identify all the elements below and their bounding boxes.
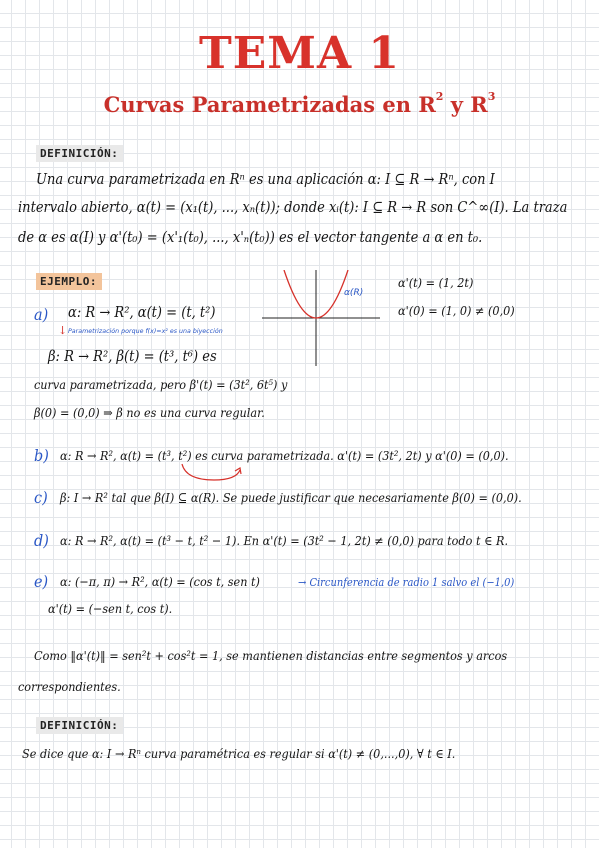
example-a-label: a) <box>34 305 49 324</box>
page-subtitle <box>0 92 599 117</box>
definition-tag: DEFINICIÓN: <box>36 145 123 162</box>
example-e-line-2: α'(t) = (−sen t, cos t). <box>48 601 173 616</box>
example-d-label: d) <box>34 531 49 550</box>
como-line-2: correspondientes. <box>18 679 121 694</box>
subtitle-superscript-2: 2 <box>435 90 444 103</box>
como-line-1: Como ‖α'(t)‖ = sen²t + cos²t = 1, se mantienen distancias entre segmentos y arcos <box>34 648 508 663</box>
red-down-arrow-icon: ↓ <box>58 324 68 337</box>
example-tag: EJEMPLO: <box>36 273 102 290</box>
example-c-label: c) <box>34 488 48 507</box>
subtitle-text: Curvas Parametrizadas en R <box>103 92 436 117</box>
page-title: TEMA 1 <box>198 28 401 79</box>
subtitle-superscript-3: 3 <box>487 90 496 103</box>
side-derivative-line-1: α'(t) = (1, 2t) <box>398 275 474 290</box>
example-c-line: β: I → R² tal que β(I) ⊆ α(R). Se puede justificar que necesariamente β(0) = (0,0). <box>60 490 522 505</box>
example-a-line-1: α: R → R², α(t) = (t, t²) <box>68 305 216 321</box>
red-curved-arrow-icon <box>178 462 248 486</box>
definition-line-3: de α es α(I) y α'(t₀) = (x'₁(t₀), ..., x'ₙ(t₀)) es el vector tangente a α en t₀. <box>18 230 483 246</box>
graph-label: α(R) <box>344 288 364 298</box>
example-a-line-3: curva parametrizada, pero β'(t) = (3t², 6t⁵) y <box>34 377 288 392</box>
definition-2-tag: DEFINICIÓN: <box>36 717 123 734</box>
parabola-graph <box>262 270 382 370</box>
definition-2-line-1: Se dice que α: I → Rⁿ curva paramétrica es regular si α'(t) ≠ (0,...,0), ∀ t ∈ I. <box>22 746 456 761</box>
definition-line-1: Una curva parametrizada en Rⁿ es una aplicación α: I ⊆ R → Rⁿ, con I <box>36 172 495 188</box>
side-derivative-line-2: α'(0) = (1, 0) ≠ (0,0) <box>398 303 515 318</box>
example-e-note: → Circunferencia de radio 1 salvo el (−1,0) <box>298 576 515 589</box>
definition-line-2: intervalo abierto, α(t) = (x₁(t), ..., xₙ(t)); donde xᵢ(t): I ⊆ R → R son C^∞(I). La traza <box>18 200 568 216</box>
example-a-line-2: β: R → R², β(t) = (t³, t⁶) es <box>48 349 217 365</box>
example-e-line-1: α: (−π, π) → R², α(t) = (cos t, sen t) <box>60 574 260 589</box>
example-b-line: α: R → R², α(t) = (t³, t²) es curva parametrizada. α'(t) = (3t², 2t) y α'(0) = (0,0). <box>60 448 509 463</box>
example-b-label: b) <box>34 446 49 465</box>
example-a-note: Parametrización porque f(x)=x² es una biyección <box>68 328 223 335</box>
example-e-label: e) <box>34 572 49 591</box>
example-a-line-4: β(0) = (0,0) ⇒ β no es una curva regular. <box>34 405 265 420</box>
example-d-line: α: R → R², α(t) = (t³ − t, t² − 1). En α'(t) = (3t² − 1, 2t) ≠ (0,0) para todo t ∈ R. <box>60 533 509 548</box>
subtitle-middle: y R <box>443 92 488 117</box>
